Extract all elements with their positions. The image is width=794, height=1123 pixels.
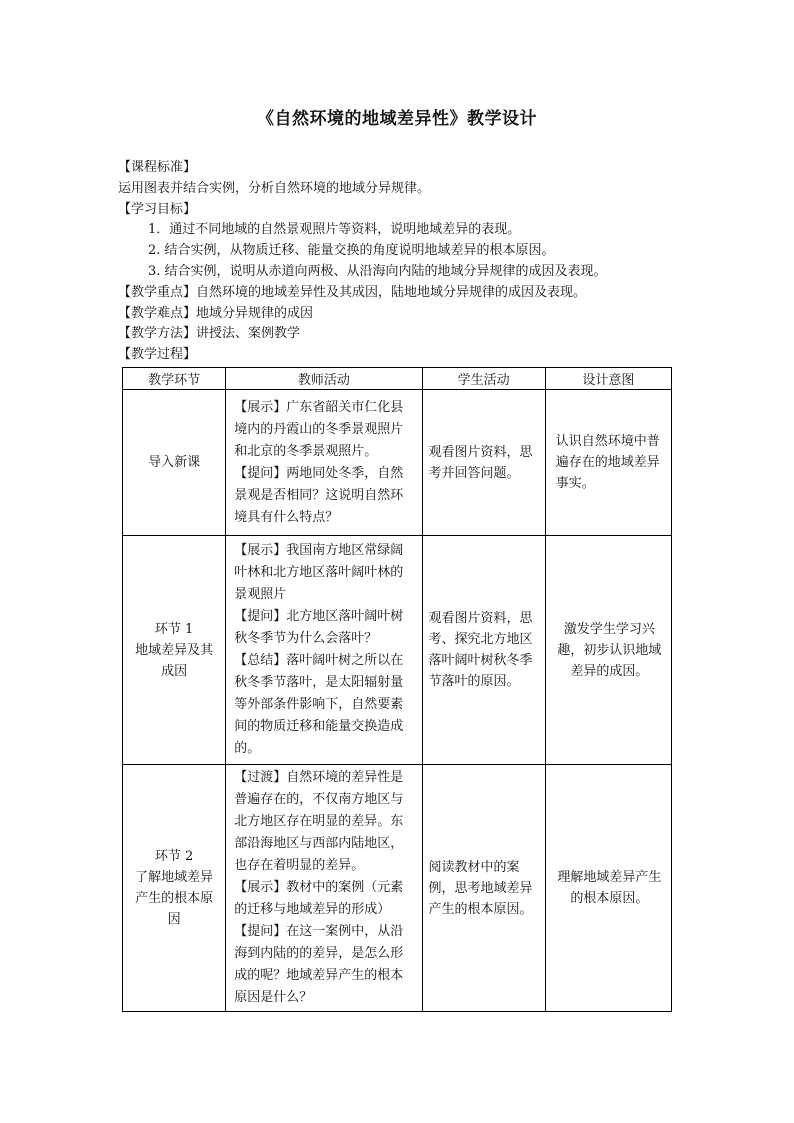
- teacher-activity-paragraph: 【提问】两地同处冬季，自然景观是否相同？这说明自然环境具有什么特点？: [234, 465, 404, 525]
- stage-cell: [123, 765, 226, 1012]
- design-intent-cell: 理解地域差异产生的根本原因。: [545, 765, 671, 1012]
- teaching-process-table: [122, 367, 672, 1012]
- teacher-activity-cell: [226, 536, 422, 765]
- document-title: 《自然环境的地域差异性》教学设计: [257, 109, 537, 129]
- column-header-student-activity: 学生活动: [422, 368, 545, 390]
- learning-goal-item: 3. 结合实例，说明从赤道向两极、从沿海向内陆的地域分异规律的成因及表现。: [148, 263, 607, 279]
- table-header-row: [123, 368, 672, 390]
- design-intent-cell: 激发学生学习兴趣，初步认识地域差异的成因。: [545, 536, 671, 765]
- teacher-activity-paragraph: 【展示】教材中的案例（元素的迁移与地域差异的形成）: [234, 880, 404, 917]
- student-activity-cell: 阅读教材中的案例，思考地域差异产生的根本原因。: [422, 765, 545, 1012]
- column-header-teacher-activity: 教师活动: [226, 368, 422, 390]
- table-row: [123, 765, 672, 1012]
- stage-number: 环节 1: [154, 621, 194, 637]
- teaching-process-heading: 【教学过程】: [118, 347, 197, 363]
- stage-name: 导入新课: [148, 455, 201, 470]
- table-row: [123, 536, 672, 765]
- teaching-methods: 【教学方法】讲授法、案例教学: [118, 326, 301, 342]
- curriculum-standard-heading: 【课程标准】: [118, 160, 197, 175]
- learning-goal-item: 1．通过不同地域的自然景观照片等资料，说明地域差异的表现。: [148, 222, 521, 238]
- teacher-activity-paragraph: 【展示】我国南方地区常绿阔叶林和北方地区落叶阔叶林的景观照片: [234, 543, 404, 602]
- teacher-activity-cell: [226, 765, 422, 1012]
- stage-name: 了解地域差异产生的根本原因: [135, 870, 214, 927]
- column-header-stage: 教学环节: [123, 368, 226, 390]
- stage-name: 地域差异及其成因: [135, 642, 214, 679]
- curriculum-standard-text: 运用图表并结合实例，分析自然环境的地域分异规律。: [118, 180, 431, 196]
- teaching-key-point: 【教学重点】自然环境的地域差异性及其成因，陆地地域分异规律的成因及表现。: [118, 284, 587, 300]
- stage-number: 环节 2: [154, 849, 194, 864]
- intro-sections: [118, 158, 678, 366]
- learning-goal-item: 2. 结合实例，从物质迁移、能量交换的角度说明地域差异的根本原因。: [148, 243, 555, 259]
- table-row: [123, 390, 672, 536]
- teacher-activity-paragraph: 【提问】在这一案例中，从沿海到内陆的的差异，是怎么形成的呢？地域差异产生的根本原因是什么？: [234, 924, 404, 1005]
- teacher-activity-cell: [226, 390, 422, 536]
- teacher-activity-paragraph: 【提问】北方地区落叶阔叶树秋冬季节为什么会落叶？: [234, 609, 404, 646]
- stage-cell: [123, 536, 226, 765]
- column-header-design-intent: 设计意图: [545, 368, 671, 390]
- teacher-activity-paragraph: 【总结】落叶阔叶树之所以在秋冬季节落叶，是太阳辐射量等外部条件影响下，自然要素间的物质迁移和能量交换造成的。: [234, 653, 404, 756]
- teacher-activity-paragraph: 【过渡】自然环境的差异性是普遍存在的，不仅南方地区与北方地区存在明显的差异。东部沿海地区与西部内陆地区，也存在着明显的差异。: [234, 770, 404, 873]
- student-activity-cell: 观看图片资料，思考、探究北方地区落叶阔叶树秋冬季节落叶的原因。: [422, 536, 545, 765]
- teaching-difficulty: 【教学难点】地域分异规律的成因: [118, 305, 314, 321]
- stage-cell: [123, 390, 226, 536]
- learning-goals-heading: 【学习目标】: [118, 201, 197, 217]
- student-activity-cell: 观看图片资料，思考并回答问题。: [422, 390, 545, 536]
- teacher-activity-paragraph: 【展示】广东省韶关市仁化县境内的丹霞山的冬季景观照片和北京的冬季景观照片。: [234, 399, 404, 459]
- design-intent-cell: 认识自然环境中普遍存在的地域差异事实。: [545, 390, 671, 536]
